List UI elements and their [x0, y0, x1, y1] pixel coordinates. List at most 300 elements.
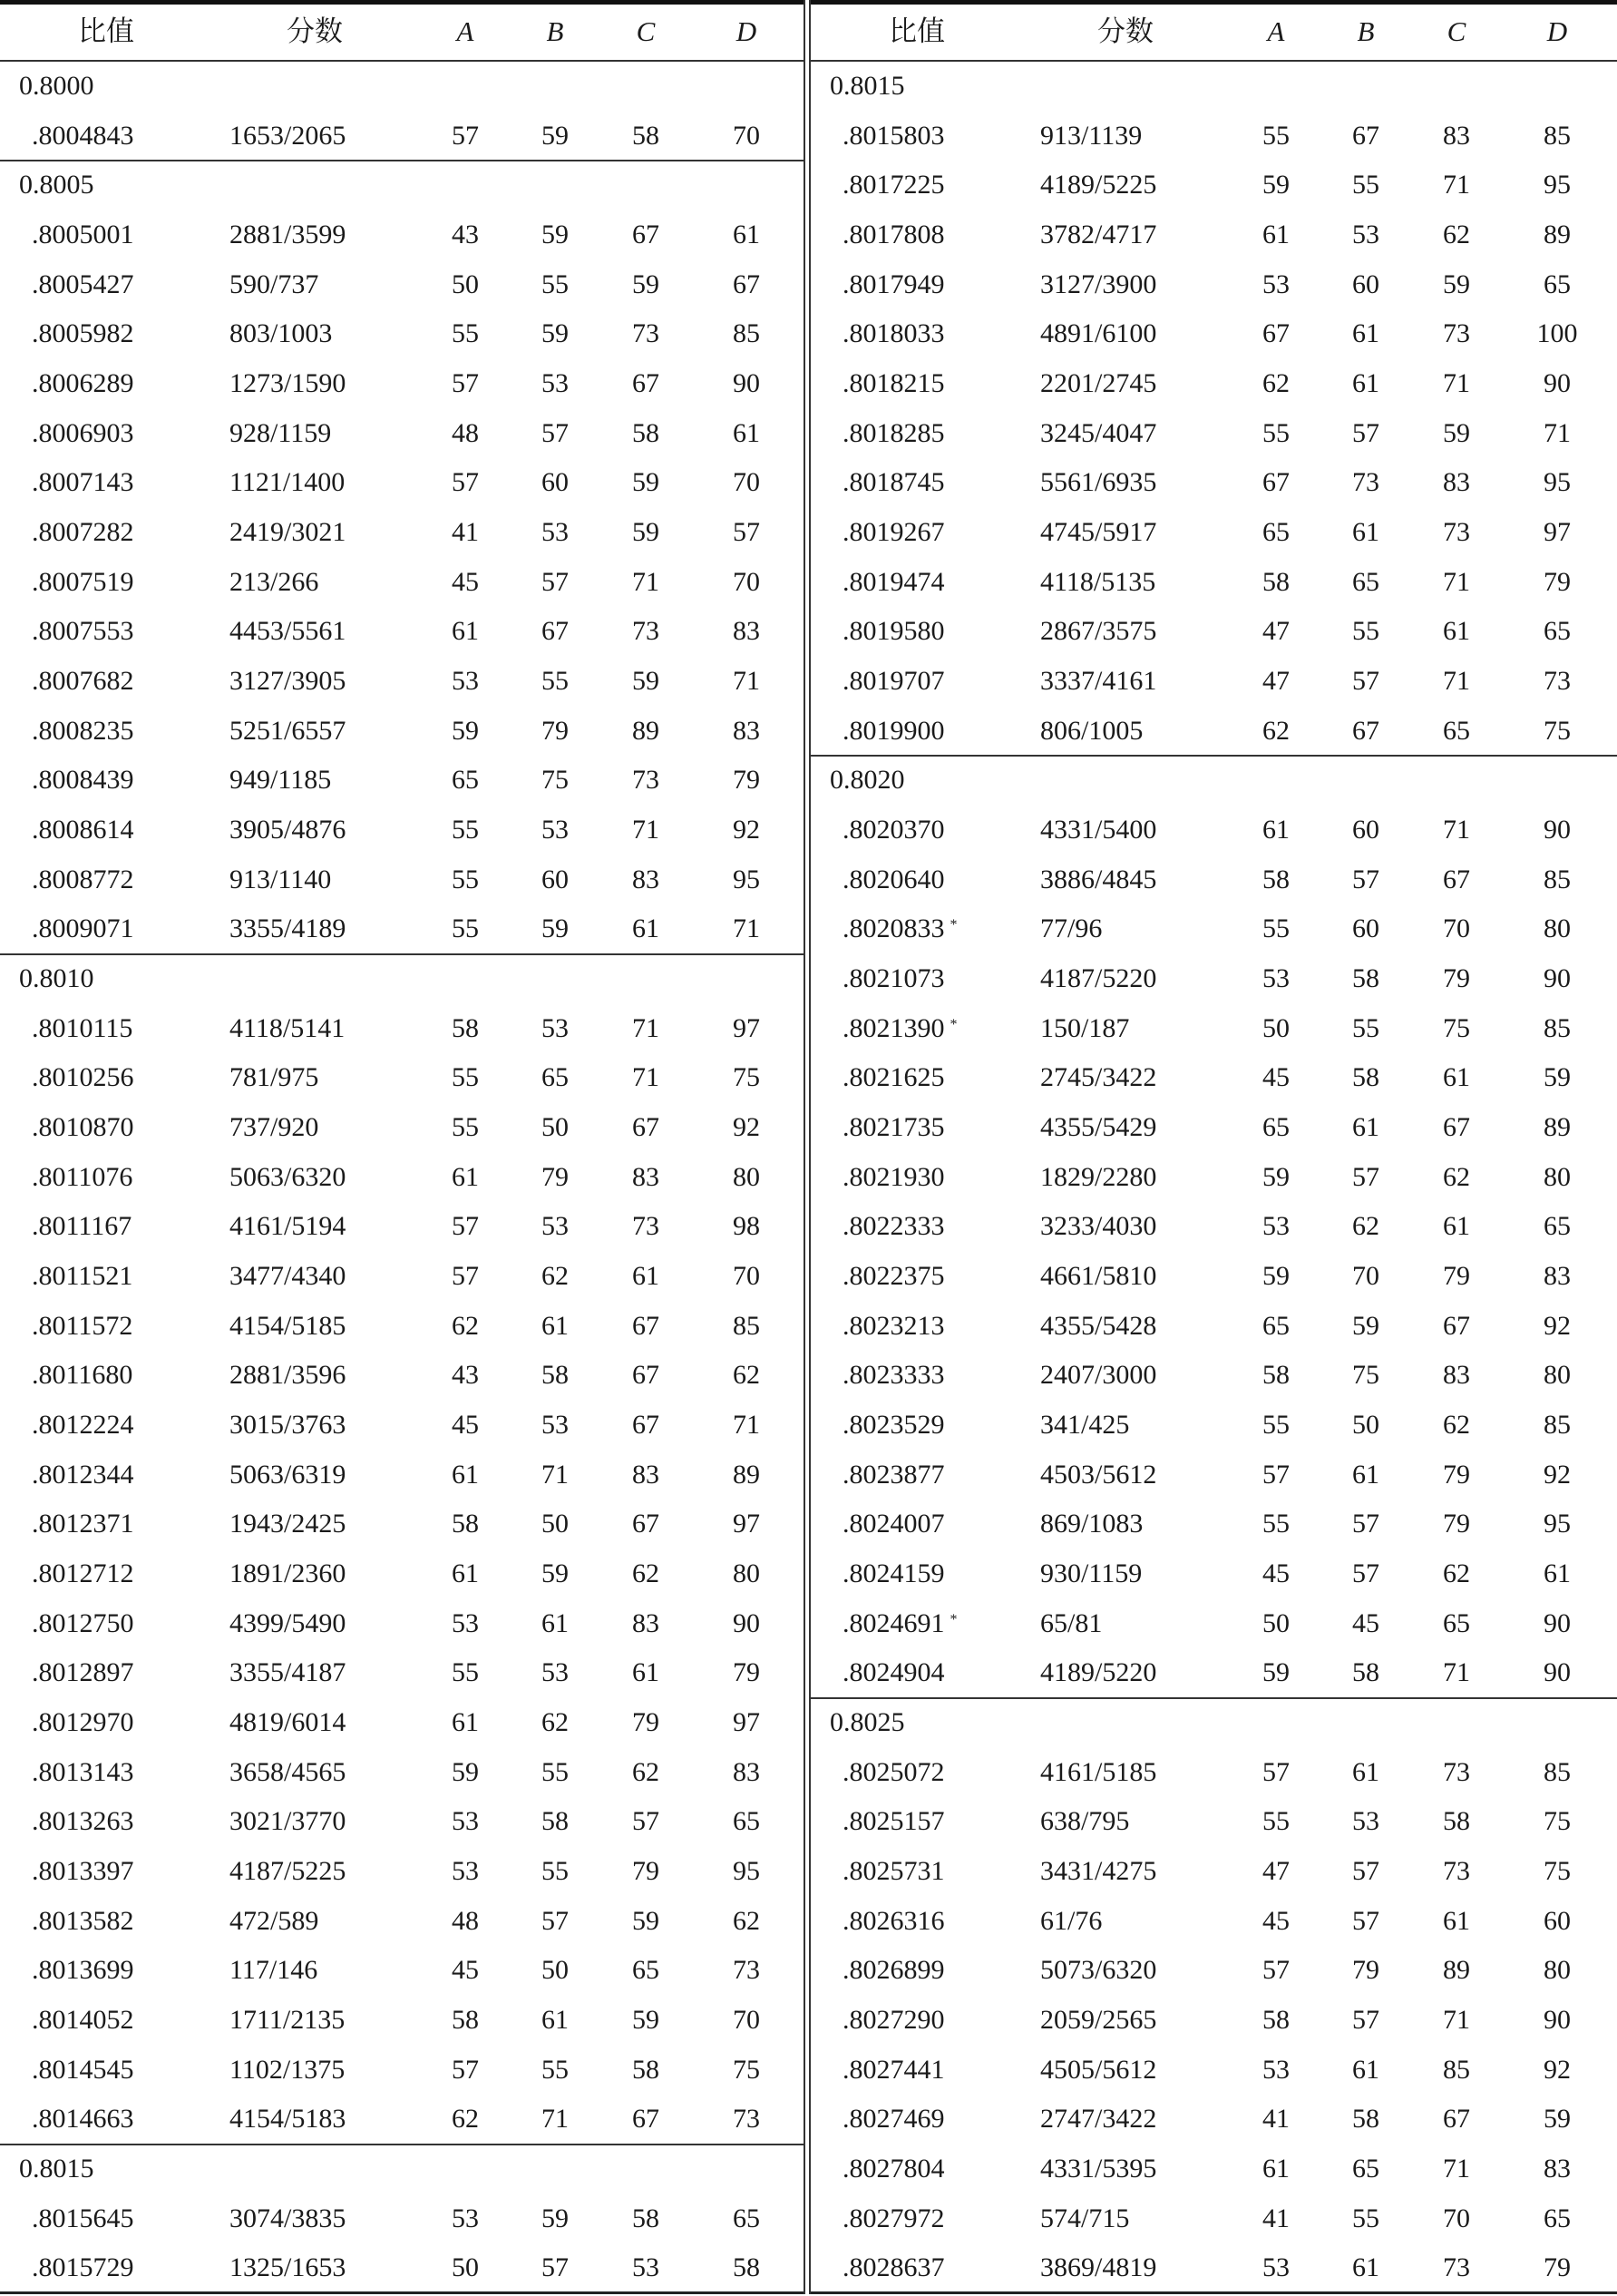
score-d: 85 — [733, 318, 760, 349]
score-b: 61 — [1352, 318, 1379, 349]
score-b: 55 — [541, 1856, 569, 1887]
score-d: 97 — [733, 1707, 760, 1738]
score-b: 61 — [1352, 2252, 1379, 2283]
score-a: 45 — [452, 1410, 479, 1441]
score-c: 71 — [632, 1062, 659, 1093]
score-a: 61 — [1262, 815, 1290, 845]
score-c: 73 — [632, 318, 659, 349]
score-d: 97 — [1544, 517, 1571, 548]
score-c: 65 — [632, 1955, 659, 1986]
score-a: 61 — [452, 1161, 479, 1192]
score-a: 53 — [1262, 1211, 1290, 1242]
score-c: 70 — [1443, 2203, 1470, 2233]
score-c: 71 — [1443, 2005, 1470, 2036]
score-c: 67 — [632, 368, 659, 399]
score-b: 55 — [541, 666, 569, 697]
score-a: 55 — [1262, 120, 1290, 151]
fraction-value: 3245/4047 — [1040, 417, 1157, 448]
score-b: 75 — [541, 765, 569, 796]
score-d: 90 — [1544, 2005, 1571, 2036]
ratio-value: .8005982 — [32, 318, 134, 349]
score-d: 73 — [1544, 666, 1571, 697]
ratio-value: .8027972 — [843, 2203, 945, 2233]
ratio-value: .8015729 — [32, 2252, 134, 2283]
fraction-value: 4505/5612 — [1040, 2054, 1157, 2085]
ratio-value: .8006903 — [32, 417, 134, 448]
ratio-value: .8007282 — [32, 517, 134, 548]
header-c: C — [636, 15, 656, 47]
score-d: 62 — [733, 1905, 760, 1936]
score-d: 97 — [733, 1509, 760, 1539]
fraction-value: 949/1185 — [229, 765, 332, 796]
ratio-value: .8020833 * — [843, 914, 958, 944]
ratio-value: .8008614 — [32, 815, 134, 845]
fraction-value: 1653/2065 — [229, 120, 346, 151]
score-a: 65 — [1262, 1310, 1290, 1341]
score-b: 57 — [541, 2252, 569, 2283]
score-d: 75 — [1544, 715, 1571, 746]
fraction-value: 4399/5490 — [229, 1607, 346, 1638]
score-d: 80 — [1544, 914, 1571, 944]
ratio-value: .8012970 — [32, 1707, 134, 1738]
header-rule — [0, 60, 804, 62]
fraction-value: 3477/4340 — [229, 1261, 346, 1292]
ratio-value: .8013263 — [32, 1806, 134, 1837]
score-d: 70 — [733, 566, 760, 597]
fraction-value: 3127/3905 — [229, 666, 346, 697]
score-c: 61 — [632, 1657, 659, 1688]
fraction-value: 4161/5185 — [1040, 1756, 1157, 1787]
ratio-value: .8009071 — [32, 914, 134, 944]
score-a: 53 — [1262, 269, 1290, 299]
score-b: 62 — [541, 1707, 569, 1738]
header-fraction: 分数 — [1097, 15, 1154, 47]
score-a: 50 — [1262, 1012, 1290, 1043]
ratio-value: .8025731 — [843, 1856, 945, 1887]
score-b: 50 — [541, 1112, 569, 1143]
score-a: 48 — [452, 417, 479, 448]
ratio-value: .8007519 — [32, 566, 134, 597]
score-c: 71 — [632, 1012, 659, 1043]
score-b: 61 — [1352, 1112, 1379, 1143]
score-b: 61 — [1352, 368, 1379, 399]
score-b: 53 — [541, 368, 569, 399]
score-a: 58 — [1262, 864, 1290, 894]
score-d: 65 — [733, 1806, 760, 1837]
score-b: 58 — [1352, 2104, 1379, 2135]
score-a: 53 — [452, 1806, 479, 1837]
ratio-value: .8022375 — [843, 1261, 945, 1292]
group-rule — [0, 953, 804, 955]
score-c: 71 — [1443, 566, 1470, 597]
score-b: 60 — [1352, 269, 1379, 299]
score-c: 62 — [1443, 1161, 1470, 1192]
score-b: 57 — [1352, 417, 1379, 448]
score-c: 62 — [632, 1558, 659, 1589]
score-c: 83 — [1443, 1360, 1470, 1391]
score-a: 62 — [1262, 715, 1290, 746]
score-d: 85 — [1544, 1410, 1571, 1441]
ratio-value: .8011680 — [32, 1360, 133, 1391]
score-c: 61 — [632, 1261, 659, 1292]
fraction-value: 638/795 — [1040, 1806, 1130, 1837]
score-b: 59 — [541, 318, 569, 349]
score-a: 62 — [452, 2104, 479, 2135]
score-b: 65 — [541, 1062, 569, 1093]
ratio-value: .8004843 — [32, 120, 134, 151]
score-d: 92 — [1544, 1459, 1571, 1490]
score-c: 65 — [1443, 715, 1470, 746]
score-d: 79 — [733, 1657, 760, 1688]
score-b: 79 — [541, 1161, 569, 1192]
group-label: 0.8000 — [19, 71, 94, 101]
score-b: 67 — [1352, 120, 1379, 151]
group-rule — [0, 160, 804, 161]
score-c: 79 — [632, 1856, 659, 1887]
score-d: 92 — [1544, 1310, 1571, 1341]
score-c: 58 — [632, 417, 659, 448]
score-d: 85 — [1544, 1756, 1571, 1787]
score-a: 65 — [1262, 517, 1290, 548]
fraction-value: 5561/6935 — [1040, 467, 1157, 498]
fraction-value: 4355/5429 — [1040, 1112, 1157, 1143]
score-a: 45 — [1262, 1062, 1290, 1093]
score-d: 92 — [733, 1112, 760, 1143]
score-b: 79 — [541, 715, 569, 746]
score-d: 90 — [733, 368, 760, 399]
score-c: 58 — [632, 2203, 659, 2233]
score-c: 59 — [1443, 417, 1470, 448]
fraction-value: 2201/2745 — [1040, 368, 1157, 399]
ratio-value: .8013143 — [32, 1756, 134, 1787]
score-d: 71 — [733, 1410, 760, 1441]
fraction-value: 2881/3599 — [229, 220, 346, 249]
score-c: 71 — [632, 566, 659, 597]
score-d: 73 — [733, 1955, 760, 1986]
score-c: 59 — [1443, 269, 1470, 299]
score-c: 62 — [1443, 1558, 1470, 1589]
score-c: 73 — [632, 1211, 659, 1242]
score-c: 59 — [632, 2005, 659, 2036]
ratio-value: .8011572 — [32, 1310, 133, 1341]
score-b: 53 — [541, 1657, 569, 1688]
fraction-value: 1325/1653 — [229, 2252, 346, 2283]
score-b: 57 — [1352, 1905, 1379, 1936]
score-a: 57 — [452, 1261, 479, 1292]
score-c: 59 — [632, 517, 659, 548]
score-d: 61 — [733, 220, 760, 249]
score-c: 59 — [632, 666, 659, 697]
score-b: 61 — [541, 1310, 569, 1341]
score-b: 53 — [541, 1410, 569, 1441]
score-d: 61 — [733, 417, 760, 448]
score-b: 73 — [1352, 467, 1379, 498]
score-d: 75 — [1544, 1806, 1571, 1837]
score-c: 61 — [632, 914, 659, 944]
ratio-value: .8026899 — [843, 1955, 945, 1986]
score-c: 89 — [1443, 1955, 1470, 1986]
score-d: 83 — [733, 715, 760, 746]
score-d: 90 — [733, 1607, 760, 1638]
score-d: 79 — [733, 765, 760, 796]
score-a: 61 — [452, 1558, 479, 1589]
score-b: 50 — [541, 1955, 569, 1986]
fraction-value: 4189/5225 — [1040, 170, 1157, 200]
score-d: 95 — [1544, 1509, 1571, 1539]
score-a: 57 — [452, 467, 479, 498]
score-d: 95 — [733, 1856, 760, 1887]
score-b: 55 — [541, 2054, 569, 2085]
score-d: 83 — [733, 1756, 760, 1787]
score-a: 45 — [1262, 1558, 1290, 1589]
column-divider-left — [804, 0, 805, 2294]
score-c: 67 — [1443, 2104, 1470, 2135]
fraction-value: 4503/5612 — [1040, 1459, 1157, 1490]
score-c: 73 — [1443, 2252, 1470, 2283]
score-b: 57 — [541, 566, 569, 597]
score-d: 62 — [733, 1360, 760, 1391]
score-b: 53 — [1352, 220, 1379, 249]
score-b: 59 — [541, 914, 569, 944]
ratio-value: .8018745 — [843, 467, 945, 498]
score-d: 80 — [1544, 1360, 1571, 1391]
score-c: 61 — [1443, 616, 1470, 647]
score-d: 79 — [1544, 2252, 1571, 2283]
score-a: 55 — [452, 318, 479, 349]
score-b: 53 — [541, 517, 569, 548]
fraction-value: 4161/5194 — [229, 1211, 346, 1242]
score-a: 57 — [1262, 1756, 1290, 1787]
score-d: 75 — [733, 1062, 760, 1093]
fraction-value: 4355/5428 — [1040, 1310, 1157, 1341]
ratio-value: .8012897 — [32, 1657, 134, 1688]
score-d: 92 — [733, 815, 760, 845]
score-a: 57 — [452, 1211, 479, 1242]
header-a: A — [1267, 15, 1285, 47]
ratio-value: .8011167 — [32, 1211, 132, 1242]
score-b: 60 — [1352, 914, 1379, 944]
score-b: 79 — [1352, 1955, 1379, 1986]
fraction-value: 4819/6014 — [229, 1707, 346, 1738]
score-a: 67 — [1262, 318, 1290, 349]
ratio-value: .8020640 — [843, 864, 945, 894]
score-d: 65 — [1544, 616, 1571, 647]
score-b: 57 — [1352, 2005, 1379, 2036]
ratio-value: .8012224 — [32, 1410, 134, 1441]
fraction-value: 913/1140 — [229, 864, 332, 894]
score-d: 85 — [733, 1310, 760, 1341]
score-a: 50 — [452, 269, 479, 299]
asterisk-mark: * — [950, 1611, 958, 1627]
fraction-value: 1102/1375 — [229, 2054, 346, 2085]
ratio-value: .8019267 — [843, 517, 945, 548]
score-d: 95 — [1544, 170, 1571, 200]
score-d: 65 — [733, 2203, 760, 2233]
fraction-value: 1943/2425 — [229, 1509, 346, 1539]
score-b: 61 — [541, 2005, 569, 2036]
fraction-value: 341/425 — [1040, 1410, 1130, 1441]
score-d: 80 — [733, 1161, 760, 1192]
score-b: 57 — [1352, 666, 1379, 697]
ratio-value: .8025157 — [843, 1806, 945, 1837]
score-c: 61 — [1443, 1905, 1470, 1936]
score-a: 58 — [452, 1012, 479, 1043]
ratio-value: .8018033 — [843, 318, 945, 349]
score-a: 58 — [1262, 566, 1290, 597]
score-c: 71 — [1443, 170, 1470, 200]
ratio-value: .8015645 — [32, 2203, 134, 2233]
score-c: 89 — [632, 715, 659, 746]
score-d: 80 — [1544, 1955, 1571, 1986]
score-d: 89 — [733, 1459, 760, 1490]
score-b: 60 — [541, 467, 569, 498]
score-a: 59 — [452, 715, 479, 746]
score-a: 58 — [1262, 1360, 1290, 1391]
fraction-value: 4118/5141 — [229, 1012, 346, 1043]
score-a: 62 — [452, 1310, 479, 1341]
score-d: 71 — [1544, 417, 1571, 448]
score-b: 57 — [1352, 1509, 1379, 1539]
score-b: 58 — [541, 1360, 569, 1391]
score-a: 55 — [452, 815, 479, 845]
score-a: 45 — [452, 566, 479, 597]
fraction-value: 4187/5220 — [1040, 963, 1157, 994]
score-d: 89 — [1544, 1112, 1571, 1143]
score-a: 41 — [1262, 2203, 1290, 2233]
score-d: 83 — [1544, 2154, 1571, 2184]
ratio-value: .8019474 — [843, 566, 945, 597]
ratio-value: .8017949 — [843, 269, 945, 299]
ratio-value: .8019707 — [843, 666, 945, 697]
score-a: 53 — [452, 1607, 479, 1638]
ratio-value: .8021625 — [843, 1062, 945, 1093]
ratio-value: .8027441 — [843, 2054, 945, 2085]
score-d: 92 — [1544, 2054, 1571, 2085]
score-d: 83 — [1544, 1261, 1571, 1292]
score-b: 58 — [541, 1806, 569, 1837]
fraction-value: 2419/3021 — [229, 517, 346, 548]
ratio-value: .8005427 — [32, 269, 134, 299]
score-c: 67 — [632, 1410, 659, 1441]
score-d: 85 — [1544, 120, 1571, 151]
fraction-value: 117/146 — [229, 1955, 318, 1986]
score-d: 90 — [1544, 963, 1571, 994]
header-b: B — [546, 15, 564, 47]
ratio-value: .8008439 — [32, 765, 134, 796]
header-ratio: 比值 — [78, 15, 134, 47]
ratio-value: .8023333 — [843, 1360, 945, 1391]
fraction-value: 1711/2135 — [229, 2005, 346, 2036]
score-a: 55 — [452, 1062, 479, 1093]
fraction-value: 3337/4161 — [1040, 666, 1157, 697]
score-c: 59 — [632, 467, 659, 498]
score-d: 95 — [733, 864, 760, 894]
score-c: 79 — [1443, 1261, 1470, 1292]
table-left — [0, 0, 804, 2296]
fraction-value: 806/1005 — [1040, 715, 1144, 746]
ratio-value: .8017225 — [843, 170, 945, 200]
fraction-value: 3886/4845 — [1040, 864, 1157, 894]
fraction-value: 4154/5185 — [229, 1310, 346, 1341]
score-b: 61 — [1352, 1459, 1379, 1490]
score-a: 61 — [1262, 220, 1290, 249]
score-b: 57 — [1352, 1856, 1379, 1887]
ratio-value: .8024904 — [843, 1657, 945, 1688]
fraction-value: 3074/3835 — [229, 2203, 346, 2233]
score-a: 50 — [452, 2252, 479, 2283]
fraction-value: 2867/3575 — [1040, 616, 1157, 647]
ratio-value: .8023213 — [843, 1310, 945, 1341]
ratio-value: .8027469 — [843, 2104, 945, 2135]
score-d: 90 — [1544, 368, 1571, 399]
score-b: 65 — [1352, 2154, 1379, 2184]
score-a: 53 — [452, 1856, 479, 1887]
score-c: 83 — [1443, 467, 1470, 498]
score-b: 59 — [541, 120, 569, 151]
header-c: C — [1447, 15, 1466, 47]
score-c: 67 — [1443, 864, 1470, 894]
ratio-value: .8021930 — [843, 1161, 945, 1192]
score-c: 53 — [632, 2252, 659, 2283]
fraction-value: 590/737 — [229, 269, 319, 299]
score-a: 57 — [452, 368, 479, 399]
score-c: 62 — [1443, 1410, 1470, 1441]
ratio-value: .8011521 — [32, 1261, 133, 1292]
fraction-value: 4331/5400 — [1040, 815, 1157, 845]
score-d: 89 — [1544, 220, 1571, 249]
score-b: 50 — [1352, 1410, 1379, 1441]
score-d: 67 — [733, 269, 760, 299]
score-a: 59 — [1262, 1161, 1290, 1192]
score-c: 83 — [632, 864, 659, 894]
fraction-value: 150/187 — [1040, 1012, 1130, 1043]
ratio-value: .8028637 — [843, 2252, 945, 2283]
score-a: 41 — [1262, 2104, 1290, 2135]
score-b: 75 — [1352, 1360, 1379, 1391]
ratio-value: .8010870 — [32, 1112, 134, 1143]
score-b: 55 — [541, 1756, 569, 1787]
score-c: 83 — [632, 1459, 659, 1490]
score-a: 57 — [1262, 1955, 1290, 1986]
fraction-value: 4331/5395 — [1040, 2154, 1157, 2184]
ratio-value: .8023877 — [843, 1459, 945, 1490]
fraction-value: 913/1139 — [1040, 120, 1143, 151]
score-c: 71 — [1443, 2154, 1470, 2184]
ratio-value: .8026316 — [843, 1905, 945, 1936]
group-label: 0.8015 — [19, 2154, 94, 2184]
score-b: 57 — [1352, 1161, 1379, 1192]
fraction-value: 3905/4876 — [229, 815, 346, 845]
score-b: 61 — [541, 1607, 569, 1638]
fraction-value: 2747/3422 — [1040, 2104, 1157, 2135]
fraction-value: 5251/6557 — [229, 715, 346, 746]
ratio-value: .8024007 — [843, 1509, 945, 1539]
score-c: 67 — [632, 1112, 659, 1143]
score-a: 53 — [1262, 963, 1290, 994]
asterisk-mark: * — [950, 1016, 958, 1032]
score-c: 73 — [1443, 1756, 1470, 1787]
ratio-value: .8014663 — [32, 2104, 134, 2135]
score-a: 41 — [452, 517, 479, 548]
fraction-value: 4154/5183 — [229, 2104, 346, 2135]
fraction-value: 1121/1400 — [229, 467, 346, 498]
score-d: 90 — [1544, 1657, 1571, 1688]
score-b: 60 — [1352, 815, 1379, 845]
score-d: 85 — [1544, 1012, 1571, 1043]
score-b: 61 — [1352, 517, 1379, 548]
table-right — [811, 0, 1617, 2296]
score-c: 67 — [632, 1310, 659, 1341]
